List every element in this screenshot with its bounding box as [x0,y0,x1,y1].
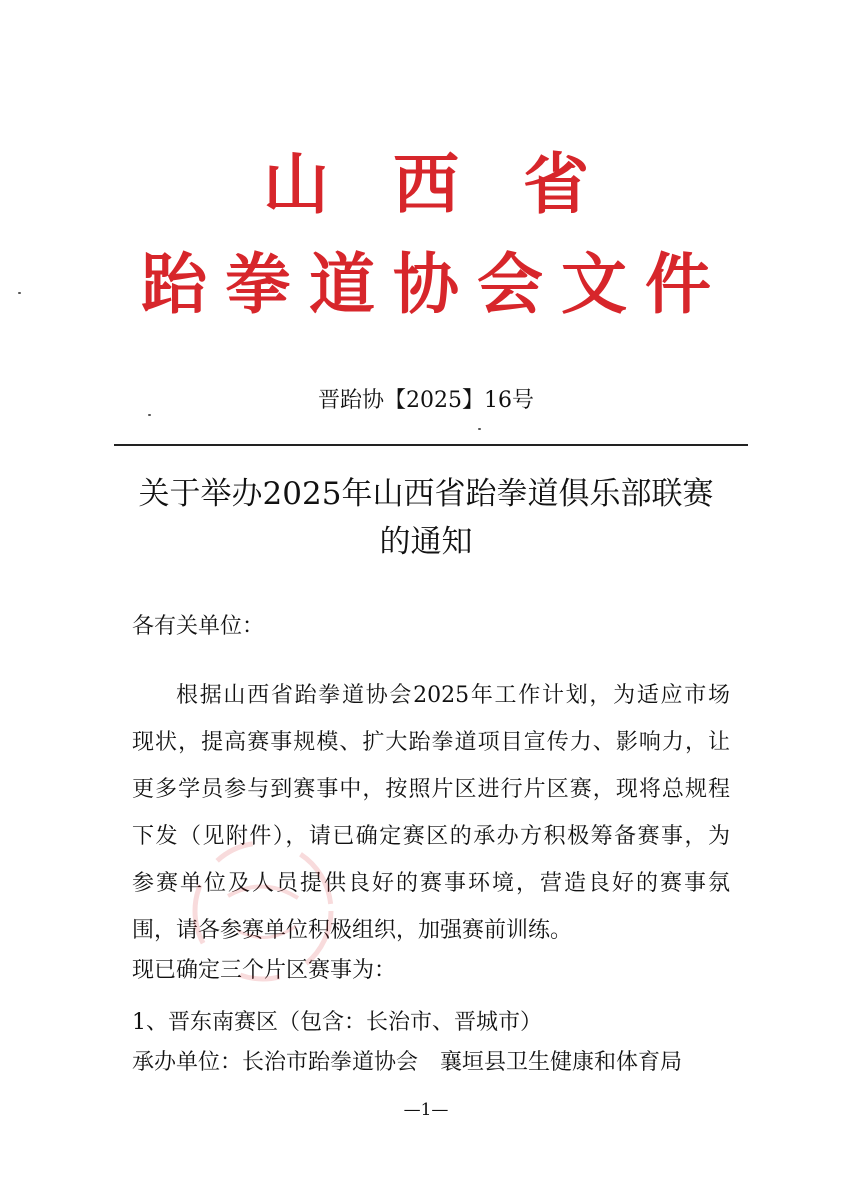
paragraph-line: 参赛单位及人员提供良好的赛事环境，营造良好的赛事氛 [132,871,730,896]
scan-speck [478,428,481,430]
paragraph-line: 现状，提高赛事规模、扩大跆拳道项目宣传力、影响力，让 [132,730,730,755]
document-title [100,470,752,566]
paragraph-line: 根据山西省跆拳道协会2025年工作计划，为适应市场 [176,683,730,708]
paragraph-line: 更多学员参与到赛事中，按照片区进行片区赛，现将总规程 [132,777,730,802]
document-title-line1: 关于举办2025年山西省跆拳道俱乐部联赛 [138,476,714,512]
salutation: 各有关单位： [132,614,265,639]
scan-speck [18,292,21,294]
header-divider [114,444,748,446]
paragraph-line: 围，请各参赛单位积极组织，加强赛前训练。 [132,918,573,943]
region-item-1: 1、晋东南赛区（包含：长治市、晋城市） [132,1010,542,1035]
page-number: —1— [403,1100,449,1120]
document-header-line1: 山西省 [263,146,653,223]
regions-intro: 现已确定三个片区赛事为： [132,958,397,983]
document-title-line2: 的通知 [379,524,473,560]
body-paragraph [132,672,730,954]
document-header-line2: 跆拳道协会文件 [141,246,729,323]
paragraph-line: 下发（见附件），请已确定赛区的承办方积极筹备赛事，为 [132,824,730,849]
document-number: 晋跆协【2025】16号 [318,388,534,413]
organizer-line: 承办单位：长治市跆拳道协会 襄垣县卫生健康和体育局 [132,1050,683,1075]
scan-speck [148,414,151,416]
